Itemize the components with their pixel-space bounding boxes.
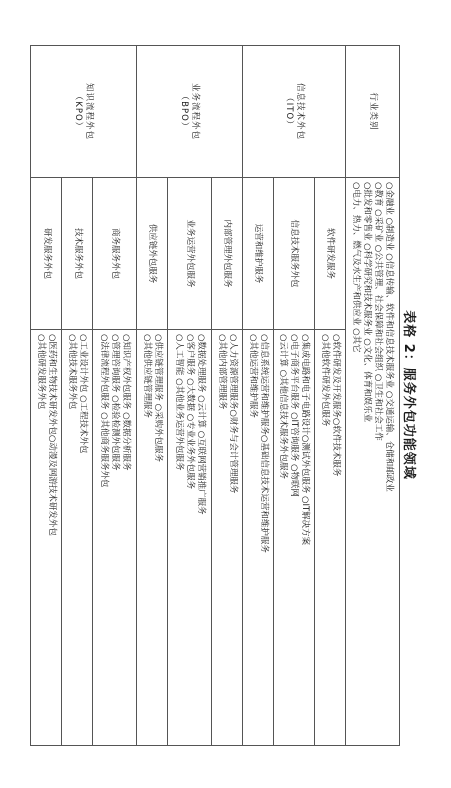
bpo-category [136,46,242,178]
option-line: ○工业设计外包 ○工程技术外包 [78,334,89,454]
option-line: ○其他运营和维护服务 [247,334,258,418]
option-line: ○知识产权外包服务 ○数据分析服务 [120,334,131,471]
kpo-subcategory: 研发服务外包 [31,178,62,330]
ito-abbr: （ITO） [283,93,294,130]
kpo-category [31,46,137,178]
industry-label: 行业类别 [345,46,399,178]
option-line: ○医药和生物技术研发外包○动漫及网游技术研发外包 [47,334,58,536]
ito-subcategory: 信息技术服务外包 [273,178,314,330]
ito-subcategory: 运营和维护服务 [242,178,273,330]
rotated-document [29,45,424,745]
industry-line: ○电力、热力、燃气及水生产和供应业 ○其它 [351,182,362,353]
ito-options [314,330,345,746]
option-line: ○供应链管理服务 ○采购外包服务 [152,334,163,463]
option-line: ○其他软件研发外包服务 [319,334,330,427]
industry-line: ○金融业 ○制造业 ○信息传输、软件和信息技术服务业 ○交通运输、仓储和邮政业 [384,182,395,492]
option-line: ○云计算 ○其他信息技术服务外包服务 [278,334,289,480]
kpo-subcategory: 技术服务外包 [62,178,93,330]
kpo-label: 知识流程外包 [84,82,95,140]
table-row [211,46,242,746]
bpo-abbr: （BPO） [179,91,190,132]
bpo-subcategory: 供应链外包服务 [136,178,167,330]
kpo-subcategory: 商务服务外包 [93,178,137,330]
option-line: ○其他研发服务外包 [36,334,47,410]
ito-category [242,46,345,178]
industry-line: ○教育 ○采矿业 ○公共管理、社会保障和社会组织 ○卫生和社会工作 [373,182,384,441]
ito-options [242,330,273,746]
kpo-options [31,330,62,746]
bpo-options [167,330,211,746]
option-line: ○人工智能 ○其他业务运营外包服务 [173,334,184,471]
option-line: ○客户服务 ○大数据 ○专业业务外包服务 [184,334,195,490]
bpo-options [211,330,242,746]
option-line: ○管理咨询服务 ○检验检测外包服务 [109,334,120,471]
option-line: ○其他内部管理服务 [216,334,227,410]
kpo-options [62,330,93,746]
option-line: ○数据处理服务 ○云计算 ○互联网营销推广服务 [195,334,206,515]
industry-options [345,178,399,746]
service-outsourcing-table [30,45,400,746]
industry-line: ○批发和零售业 ○科学研究和技术服务业 ○文化、体育和娱乐业 [362,182,373,423]
document-title: 表格 2：服务外包功能领域 [401,310,416,480]
option-line: ○其他技术服务外包 [67,334,78,410]
option-line: ○集成电路和电子电路设计○测试外包服务 ○IT解决方案 [300,334,311,546]
ito-subcategory: 软件研发服务 [314,178,345,330]
kpo-abbr: （KPO） [73,91,84,132]
bpo-subcategory: 内部管理外包服务 [211,178,242,330]
table-row [93,46,137,746]
table-row [314,46,345,746]
bpo-label: 业务流程外包 [190,82,201,140]
option-line: ○人力资源管理服务○财务与会计管理服务 [227,334,238,494]
bpo-subcategory: 业务运营外包服务 [167,178,211,330]
option-line: ○电子商务平台服务 ○IT咨询服务 ○物联网 [289,334,300,497]
bpo-options [136,330,167,746]
ito-label: 信息技术外包 [294,82,305,140]
kpo-options [93,330,137,746]
option-line: ○其他供应链管理服务 [141,334,152,418]
ito-options [273,330,314,746]
option-line: ○信息系统运营和维护服务○基础信息技术运营和维护服务 [258,334,269,553]
option-line: ○法律流程外包服务 ○其他商务服务外包 [98,334,109,488]
option-line: ○软件研发及开发服务○软件技术服务 [330,334,341,477]
industry-row [345,46,399,746]
